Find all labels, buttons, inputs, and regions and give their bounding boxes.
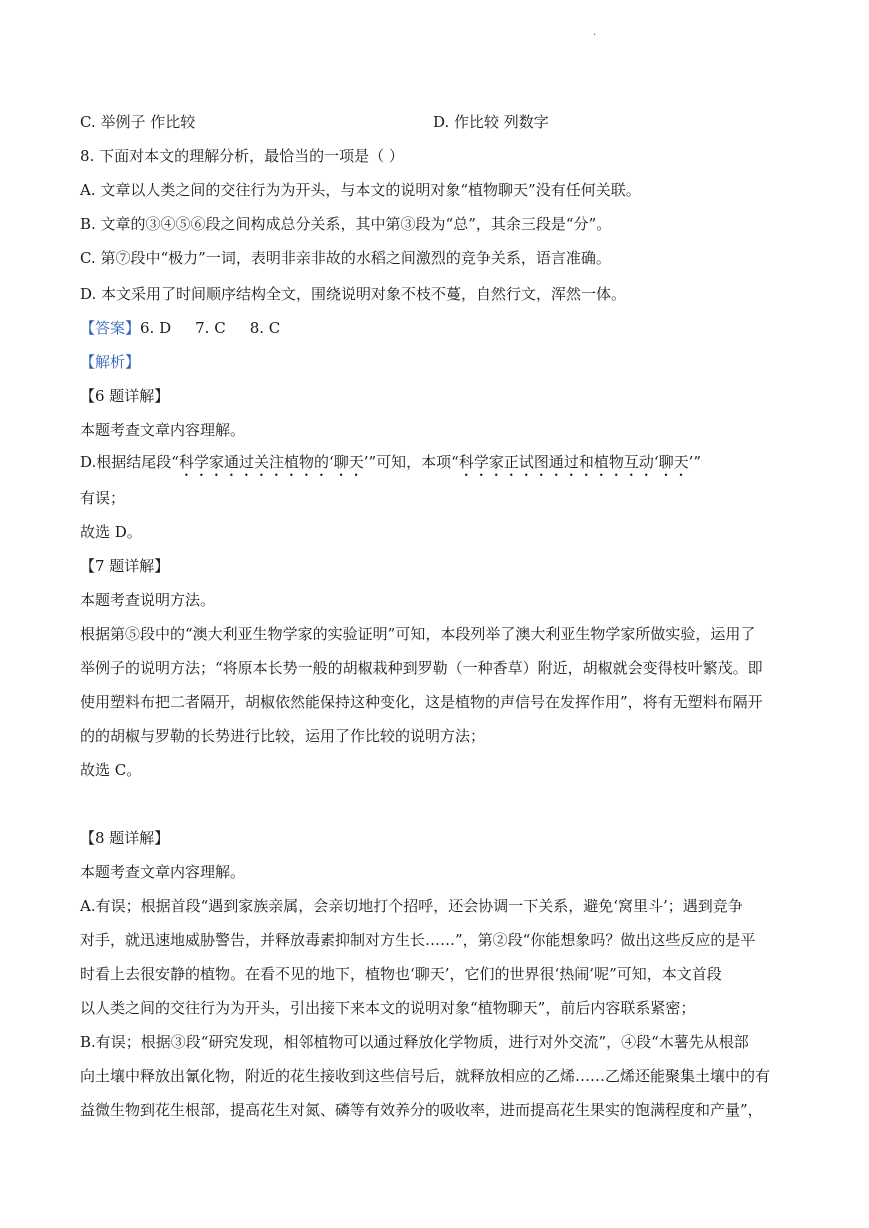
detail-6-title: 【6 题详解】 <box>80 387 170 405</box>
detail-7-choice: 故选 C。 <box>80 761 142 779</box>
detail-6-text-c: ” <box>693 453 702 471</box>
answer-8: 8. C <box>249 319 281 337</box>
detail-7-title: 【7 题详解】 <box>80 557 170 575</box>
detail-8-b-line-2: 向土壤中释放出氰化物，附近的花生接收到这些信号后，就释放相应的乙烯……乙烯还能聚集土壤中的有 <box>80 1067 771 1085</box>
detail-6-emphasis-2: 科学家正试图通过和植物互动‘聊天’ <box>458 453 694 471</box>
detail-7-line-2: 举例子的说明方法；“将原本长势一般的胡椒栽种到罗勒（一种香草）附近，胡椒就会变得枝叶繁茂。即 <box>80 659 763 677</box>
option-d-q7: D. 作比较 列数字 <box>433 113 549 131</box>
question-8-option-d: D. 本文采用了时间顺序结构全文，围绕说明对象不枝不蔓，自然行文，浑然一体。 <box>80 285 627 303</box>
detail-8-a-line-3: 时看上去很安静的植物。在看不见的地下，植物也‘聊天’，它们的世界很‘热闹’呢”可知，本文首段 <box>80 965 722 983</box>
detail-8-b-line-1: B.有误；根据③段“研究发现，相邻植物可以通过释放化学物质，进行对外交流”，④段“木薯先从根部 <box>80 1033 749 1051</box>
question-8-option-b: B. 文章的③④⑤⑥段之间构成总分关系，其中第③段为“总”，其余三段是“分”。 <box>80 215 612 233</box>
detail-6-line-2: 有误； <box>80 489 126 507</box>
analysis-label: 【解析】 <box>80 353 141 371</box>
detail-8-title: 【8 题详解】 <box>80 829 170 847</box>
detail-6-line-1 <box>80 452 800 480</box>
question-8-option-a: A. 文章以人类之间的交往行为为开头，与本文的说明对象“植物聊天”没有任何关联。 <box>80 181 641 199</box>
detail-6-text-b: ”可知，本项“ <box>368 453 459 471</box>
detail-8-a-line-4: 以人类之间的交往行为为开头，引出接下来本文的说明对象“植物聊天”，前后内容联系紧密； <box>80 999 696 1017</box>
detail-8-a-line-1: A.有误；根据首段“遇到家族亲属，会亲切地打个招呼，还会协调一下关系，避免‘窝里斗’；遇到竞争 <box>80 897 743 915</box>
detail-8-intro: 本题考查文章内容理解。 <box>80 863 246 881</box>
question-8-stem: 8. 下面对本文的理解分析，最恰当的一项是（ ） <box>80 147 404 165</box>
question-8-option-c: C. 第⑦段中“极力”一词，表明非亲非故的水稻之间激烈的竞争关系，语言准确。 <box>80 249 611 267</box>
detail-7-line-4: 的的胡椒与罗勒的长势进行比较，运用了作比较的说明方法； <box>80 727 486 745</box>
answer-6: 6. D <box>140 319 172 337</box>
detail-7-line-3: 使用塑料布把二者隔开，胡椒依然能保持这种变化，这是植物的声信号在发挥作用”，将有无塑料布隔开 <box>80 693 763 711</box>
detail-7-intro: 本题考查说明方法。 <box>80 591 216 609</box>
answer-label: 【答案】 <box>80 319 141 337</box>
detail-8-a-line-2: 对手，就迅速地威胁警告，并释放毒素抑制对方生长……”，第②段“你能想象吗？做出这些反应的是平 <box>80 931 756 949</box>
detail-7-line-1: 根据第⑤段中的“澳大利亚生物学家的实验证明”可知，本段列举了澳大利亚生物学家所做实验，运用了 <box>80 625 756 643</box>
option-c-q7: C. 举例子 作比较 <box>80 113 196 131</box>
detail-6-intro: 本题考查文章内容理解。 <box>80 421 246 439</box>
detail-6-emphasis-1: 科学家通过关注植物的‘聊天’ <box>178 453 369 471</box>
detail-8-b-line-3: 益微生物到花生根部，提高花生对氮、磷等有效养分的吸收率，进而提高花生果实的饱满程度和产量”， <box>80 1101 763 1119</box>
answer-line <box>80 318 800 338</box>
answer-7: 7. C <box>195 319 226 337</box>
header-mark: · <box>593 30 597 41</box>
detail-6-text-a: D.根据结尾段“ <box>80 453 179 471</box>
detail-6-choice: 故选 D。 <box>80 523 142 541</box>
